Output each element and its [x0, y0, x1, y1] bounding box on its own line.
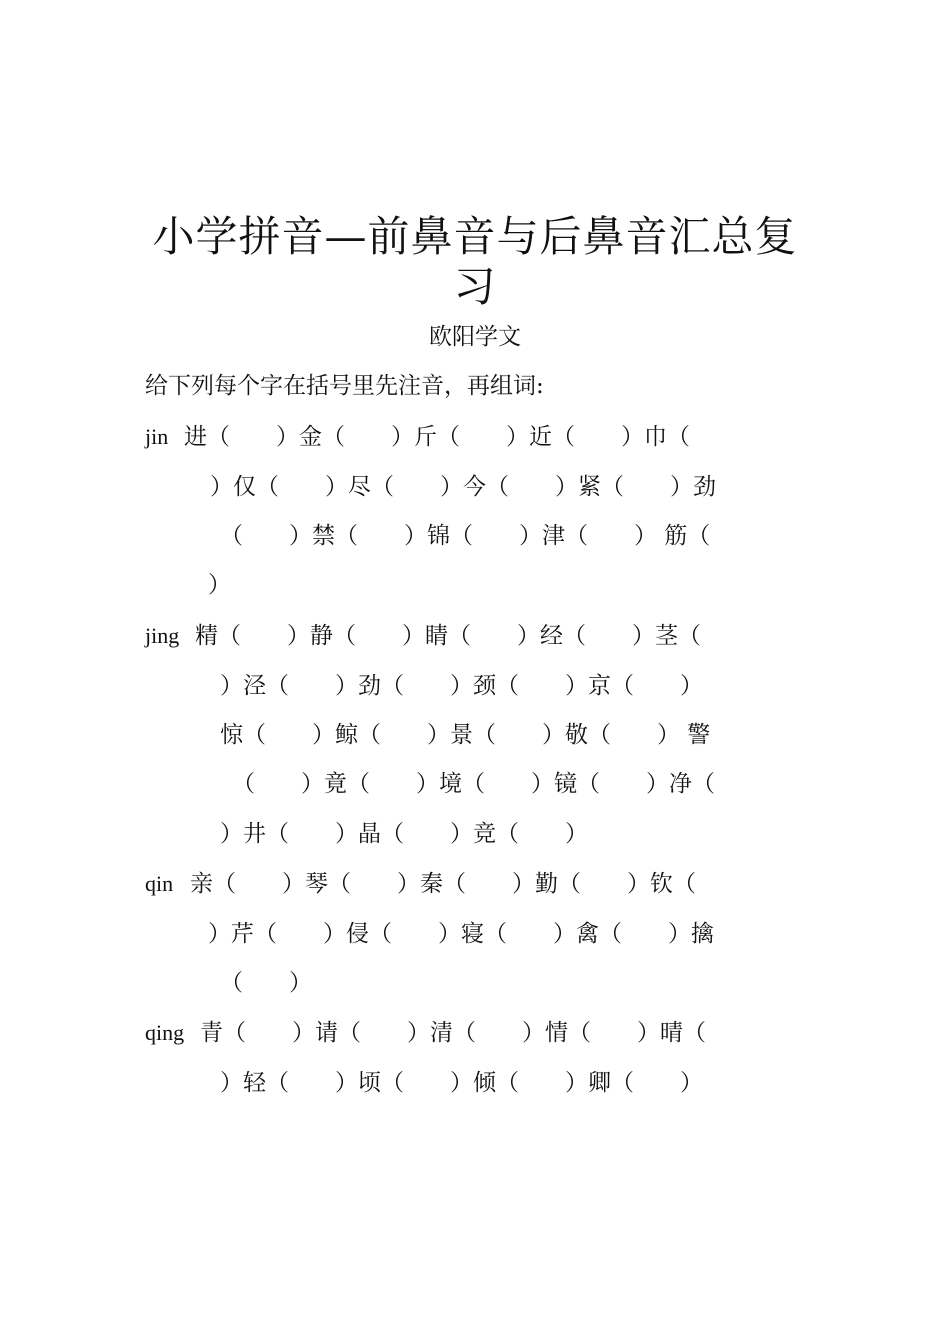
exercise-line: ）井（ ）晶（ ）竞（ ） [220, 821, 588, 847]
exercise-line: （ ） [220, 970, 312, 996]
exercise-line: ）仅（ ）尽（ ）今（ ）紧（ ）劲 [210, 474, 716, 500]
pinyin-label: jing [145, 623, 180, 648]
exercise-line: 亲（ ）琴（ ）秦（ ）勤（ ）钦（ [190, 871, 696, 897]
exercise-line: 精（ ）静（ ）睛（ ）经（ ）茎（ [195, 623, 701, 649]
exercise-line: 惊（ ）鲸（ ）景（ ）敬（ ） 警 [220, 722, 711, 748]
pinyin-label: qing [145, 1020, 185, 1045]
pinyin-label: jin [145, 424, 169, 449]
exercise-line: ）芹（ ）侵（ ）寝（ ）禽（ ）擒 [208, 921, 714, 947]
exercise-line: （ ）禁（ ）锦（ ）津（ ） 筋（ [220, 523, 711, 549]
exercise-line: 青（ ）请（ ）清（ ）情（ ）晴（ [200, 1020, 706, 1046]
exercise-line: ）泾（ ）劲（ ）颈（ ）京（ ） [220, 673, 703, 699]
author-name: 欧阳学文 [429, 324, 521, 350]
document-title-line-2: 习 [453, 262, 497, 311]
document-title-line-1: 小学拼音—前鼻音与后鼻音汇总复 [152, 212, 798, 261]
exercise-line: ）轻（ ）顷（ ）倾（ ）卿（ ） [220, 1070, 703, 1096]
exercise-instruction: 给下列每个字在括号里先注音，再组词: [145, 373, 544, 399]
exercise-line: （ ）竟（ ）境（ ）镜（ ）净（ [232, 771, 715, 797]
pinyin-label: qin [145, 871, 174, 896]
exercise-line: 进（ ）金（ ）斤（ ）近（ ）巾（ [184, 424, 690, 450]
exercise-line: ） [208, 572, 231, 598]
